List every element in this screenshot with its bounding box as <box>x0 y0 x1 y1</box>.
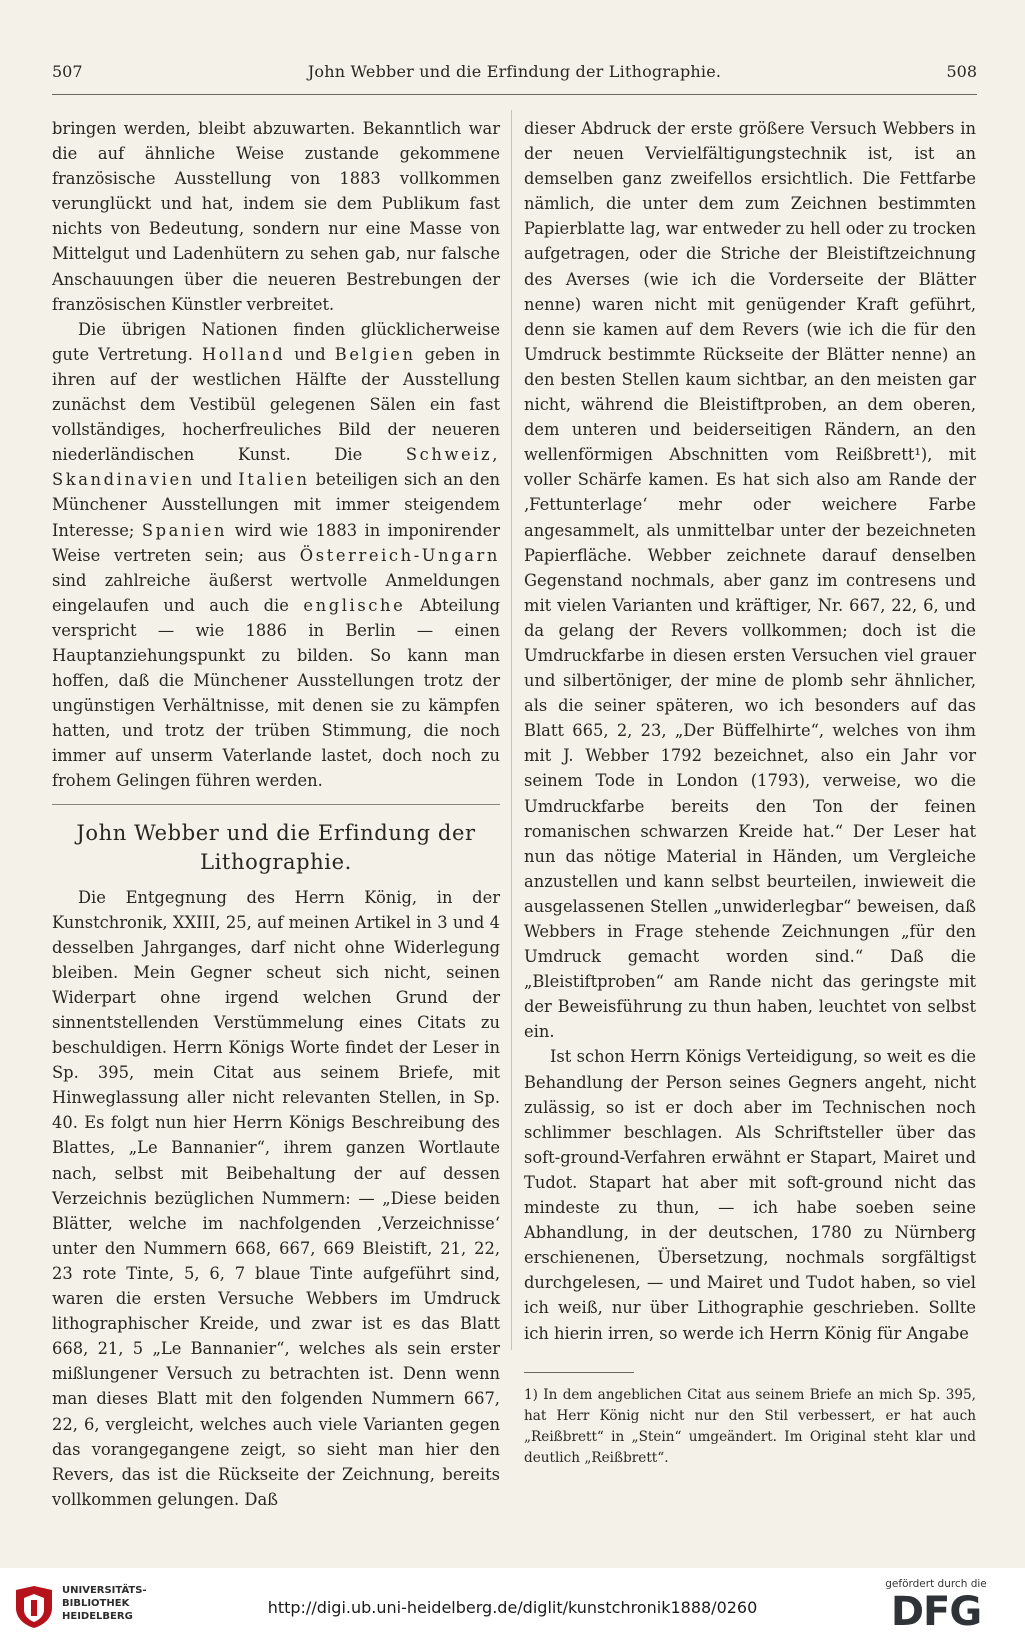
sponsor-text: gefördert durch die <box>885 1578 987 1590</box>
spaced-term: Italien <box>238 470 310 490</box>
spaced-term: englische <box>303 595 406 615</box>
page-number-right: 508 <box>946 62 977 81</box>
institution-name: UNIVERSITÄTS- BIBLIOTHEK HEIDELBERG <box>62 1585 147 1622</box>
right-column <box>524 116 976 1469</box>
footnote: 1) In dem angeblichen Citat aus seinem Briefe an mich Sp. 395, hat Herr König nicht nur den Stil verbessert, er hat auch „Reißbrett“ in „Stein“ umgeändert. Im Original steht klar und deutlich „Reißbrett“. <box>524 1386 976 1466</box>
paragraph: bringen werden, bleibt abzuwarten. Bekanntlich war die auf ähnliche Weise zustande gekommene französische Ausstellung von 1883 vollkommen verunglückt und hat, indem sie dem Publikum fast nichts von Bedeutung, sondern nur eine Masse von Mittelgut und Ladenhütern zu sehen gab, nur falsche Anschauungen über die neueren Bestrebungen der französischen Künstler verbreitet. <box>52 119 500 314</box>
spaced-term: Skandinavien <box>52 470 195 490</box>
spaced-term: Belgien <box>334 344 416 364</box>
spaced-term: Spanien <box>141 520 228 540</box>
article-title: John Webber und die Erfindung der Lithographie. <box>76 820 476 874</box>
section-rule <box>52 804 500 805</box>
spaced-term: Holland <box>201 344 286 364</box>
paragraph: Die Entgegnung des Herrn König, in der Kunstchronik, XXIII, 25, auf meinen Artikel in 3 und 4 desselben Jahrganges, darf nicht ohne Widerlegung bleiben. Mein Gegner scheut sich nicht, seinen Widerpart ohne irgend welchen Grund der sinnentstellenden Verstümmelung eines Citats zu beschuldigen. Herrn Königs Worte findet der Leser in Sp. 395, mein Citat aus seinem Briefe, mit Hinweglassung aller nicht relevanten Stellen, in Sp. 40. Es folgt nun hier Herrn Königs Beschreibung des Blattes, „Le Bannanier“, ihrem ganzen Wortlaute nach, selbst mit Beibehaltung der auf dessen Verzeichnis bezüglichen Nummern: — „Diese beiden Blätter, welche im nachfolgenden ‚Verzeichnisse‘ unter den Nummern 668, 667, 669 Bleistift, 21, 22, 23 rote Tinte, 5, 6, 7 blaue Tinte aufgeführt sind, waren die ersten Versuche Webbers im Umdruck lithographischer Kreide, und zwar ist es das Blatt 668, 21, 5 „Le Bannanier“, welches als sein erster mißlungener Versuch zu betrachten ist. Denn wenn man dieses Blatt mit den folgenden Nummern 667, 22, 6, vergleicht, welches auch viele Varianten gegen das vorangegangene zeigt, so sieht man hier den Revers, das ist die Rückseite der Zeichnung, bereits vollkommen gelungen. Daß <box>52 887 500 1509</box>
column-divider <box>511 110 512 1350</box>
spaced-term: Österreich-Ungarn <box>299 545 500 565</box>
left-column <box>52 116 500 1512</box>
paragraph-nations: Die übrigen Nationen finden glücklicherweise gute Vertretung. Holland und Belgien geben in ihren auf der westlichen Hälfte der Ausstellung zunächst dem Vestibül gelegenen Sälen ein fast vollständiges, hocherfreuliches Bild der neueren niederländischen Kunst. Die Schweiz, Skandinavien und Italien beteiligen sich an den Münchener Ausstellungen mit immer steigendem Interesse; Spanien wird wie 1883 in imponirender Weise vertreten sein; aus Österreich-Ungarn sind zahlreiche äußerst wertvolle Anmeldungen eingelaufen und auch die englische Abteilung verspricht — wie 1886 in Berlin — einen Hauptanziehungspunkt zu bilden. So kann man hoffen, daß die Münchener Ausstellungen trotz der ungünstigen Verhältnisse, mit denen sie zu kämpfen hatten, und trotz der trüben Stimmung, die noch immer auf unserm Vaterlande lastet, doch noch zu frohem Gelingen führen werden. <box>52 319 500 791</box>
footer <box>0 1568 1025 1645</box>
running-title: John Webber und die Erfindung der Lithographie. <box>307 62 722 81</box>
paragraph: dieser Abdruck der erste größere Versuch Webbers in der neuen Vervielfältigungstechnik ist, ist an demselben ganz zweifellos ersichtlich. Die Fettfarbe nämlich, die unter dem zum Zeichnen bestimmten Papierblatte lag, war entweder zu hell oder zu trocken aufgetragen, oder die Striche der Bleistiftzeichnung des Averses (wie ich die Vorderseite der Blätter nenne) waren nicht mit genügender Kraft geführt, denn sie kamen auf dem Revers (wie ich die für den Umdruck bestimmte Rückseite der Blätter nenne) an den besten Stellen kaum sichtbar, an den meisten gar nicht, während die Bleistiftproben, an dem oberen, dem unteren und beiderseitigen Rändern, an den wellenförmigen Abschnitten vom Reißbrett¹), mit voller Schärfe kamen. Es hat sich also am Rande der ‚Fettunterlage‘ mehr oder weichere Farbe angesammelt, als unmittelbar unter der bezeichneten Papierfläche. Webber zeichnete darauf denselben Gegenstand nochmals, aber ganz im contresens und mit vielen Varianten und kräftiger, Nr. 667, 22, 6, und da gelang der Revers vollkommen; doch ist die Umdruckfarbe in diesen ersten Versuchen viel grauer und silbertöniger, der mine de plomb sehr ähnlicher, als die seiner späteren, wo ich besonders auf das Blatt 665, 2, 23, „Der Büffelhirte“, welches von ihm mit J. Webber 1792 bezeichnet, also ein Jahr vor seinem Tode in London (1793), verweise, wo die Umdruckfarbe bereits den Ton der feinen romanischen schwarzen Kreide hat.“ Der Leser hat nun das nötige Material in Händen, um Vergleiche anzustellen und kann selbst beurteilen, inwieweit die ausgelassenen Stellen „unwiderlegbar“ beweisen, daß Webbers in Frage stehende Zeichnungen „für den Umdruck gemacht worden sind.“ Daß die „Bleistiftproben“ am Rande nicht das geringste mit der Beweisführung zu thun haben, leuchtet von selbst ein. <box>524 119 976 1042</box>
sponsor-block <box>861 1578 1011 1634</box>
header-rule <box>52 94 977 95</box>
dfg-logo: DFG <box>890 1589 982 1635</box>
page-header <box>52 62 977 86</box>
footnote-rule <box>524 1372 634 1373</box>
page-number-left: 507 <box>52 62 83 81</box>
paragraph: Ist schon Herrn Königs Verteidigung, so weit es die Behandlung der Person seines Gegners angeht, nicht zulässig, so ist er doch aber im Technischen noch schlimmer beschlagen. Als Schriftsteller über das soft-ground-Verfahren erwähnt er Stapart, Mairet und Tudot. Stapart hat aber mit soft-ground nicht das mindeste zu thun, — ich habe soeben seine Abhandlung, in der deutschen, 1780 zu Nürnberg erschienenen, Übersetzung, nochmals sorgfältigst durchgelesen, — und Mairet und Tudot haben, so viel ich weiß, nur über Lithographie geschrieben. Sollte ich hierin irren, so werde ich Herrn König für Angabe <box>524 1047 976 1343</box>
source-url-link[interactable]: http://digi.ub.uni-heidelberg.de/diglit/kunstchronik1888/0260 <box>267 1598 758 1617</box>
spaced-term: Schweiz, <box>405 445 500 465</box>
